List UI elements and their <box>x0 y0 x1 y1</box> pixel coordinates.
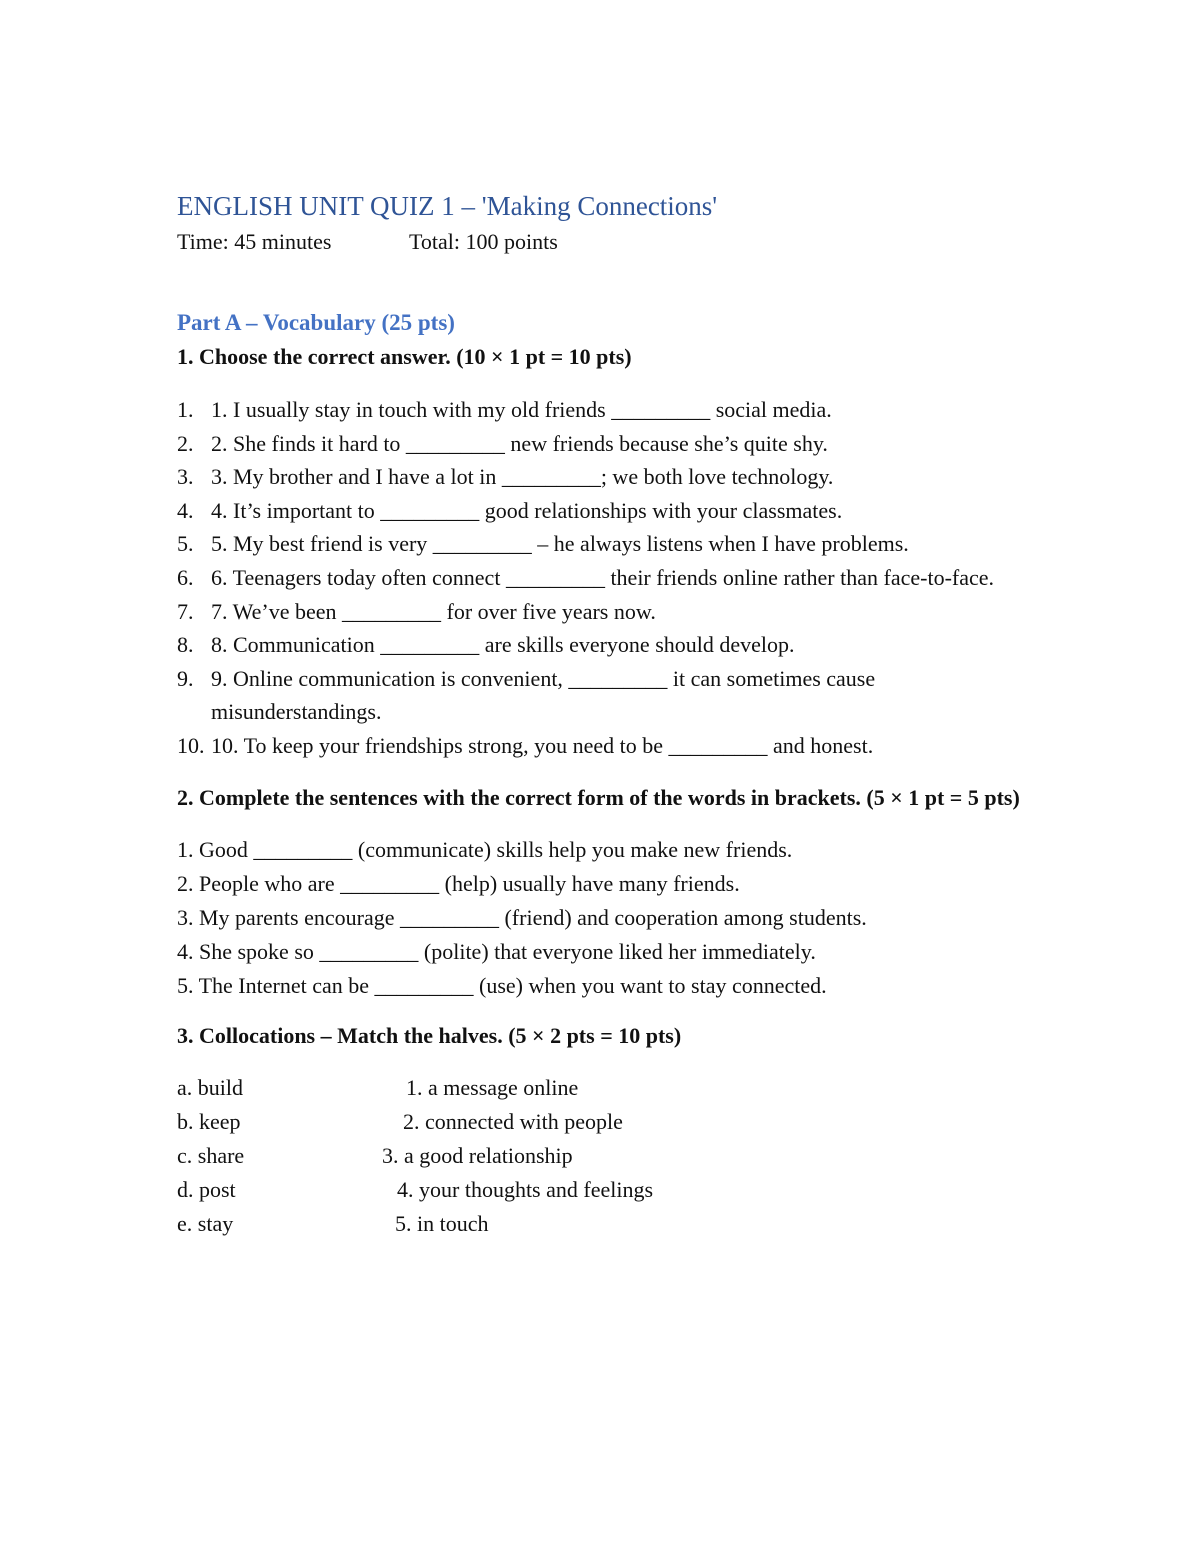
quiz-page <box>177 188 1037 1241</box>
match-row <box>177 1139 1037 1173</box>
match-right-item: 1. a message online <box>406 1074 579 1100</box>
list-item: 5. The Internet can be _________ (use) when you want to stay connected. <box>177 972 827 998</box>
match-right-item: 3. a good relationship <box>382 1142 573 1168</box>
match-row <box>177 1207 1037 1241</box>
total-points: Total: 100 points <box>409 229 558 254</box>
list-item: 10. 10. To keep your friendships strong, you need to be _________ and honest. <box>177 732 874 758</box>
list-item: 1. 1. I usually stay in touch with my old friends _________ social media. <box>177 397 832 422</box>
section-1-heading: 1. Choose the correct answer. (10 × 1 pt = 10 pts) <box>177 344 632 369</box>
match-left-item: c. share <box>177 1142 245 1168</box>
section-2-heading: 2. Complete the sentences with the correct form of the words in brackets. (5 × 1 pt = 5 pts) <box>177 784 1020 810</box>
list-item: 7. 7. We’ve been _________ for over five years now. <box>177 598 656 624</box>
part-a-heading: Part A – Vocabulary (25 pts) <box>177 310 455 335</box>
quiz-meta <box>177 224 1037 260</box>
section-1-list <box>177 393 1037 763</box>
match-right-item: 5. in touch <box>395 1210 489 1236</box>
list-item: 1. Good _________ (communicate) skills help you make new friends. <box>177 836 793 862</box>
list-item: 9. 9. Online communication is convenient, _________ it can sometimes cause misunderstandings. <box>177 665 876 725</box>
list-item: 6. 6. Teenagers today often connect _________ their friends online rather than face-to-face. <box>177 564 995 590</box>
match-row <box>177 1071 1037 1105</box>
match-left-item: d. post <box>177 1176 236 1202</box>
match-left-item: b. keep <box>177 1108 241 1134</box>
match-right-item: 2. connected with people <box>403 1108 623 1134</box>
list-item: 4. 4. It’s important to _________ good relationships with your classmates. <box>177 497 843 523</box>
list-item: 3. 3. My brother and I have a lot in _________; we both love technology. <box>177 464 834 490</box>
quiz-title: ENGLISH UNIT QUIZ 1 – 'Making Connections' <box>177 191 718 221</box>
match-row <box>177 1105 1037 1139</box>
match-left-item: a. build <box>177 1074 243 1100</box>
section-2-list <box>177 833 1037 1003</box>
time-limit: Time: 45 minutes <box>177 229 332 254</box>
list-item: 2. 2. She finds it hard to _________ new friends because she’s quite shy. <box>177 430 828 456</box>
section-3-heading: 3. Collocations – Match the halves. (5 × 2 pts = 10 pts) <box>177 1022 682 1048</box>
list-item: 2. People who are _________ (help) usually have many friends. <box>177 870 740 896</box>
match-right-item: 4. your thoughts and feelings <box>397 1176 654 1202</box>
list-item: 3. My parents encourage _________ (friend) and cooperation among students. <box>177 904 867 930</box>
match-row <box>177 1173 1037 1207</box>
list-item: 4. She spoke so _________ (polite) that everyone liked her immediately. <box>177 938 816 964</box>
list-item: 8. 8. Communication _________ are skills everyone should develop. <box>177 632 795 658</box>
list-item: 5. 5. My best friend is very _________ – he always listens when I have problems. <box>177 531 909 557</box>
collocation-match-table <box>177 1071 1037 1241</box>
match-left-item: e. stay <box>177 1210 234 1236</box>
